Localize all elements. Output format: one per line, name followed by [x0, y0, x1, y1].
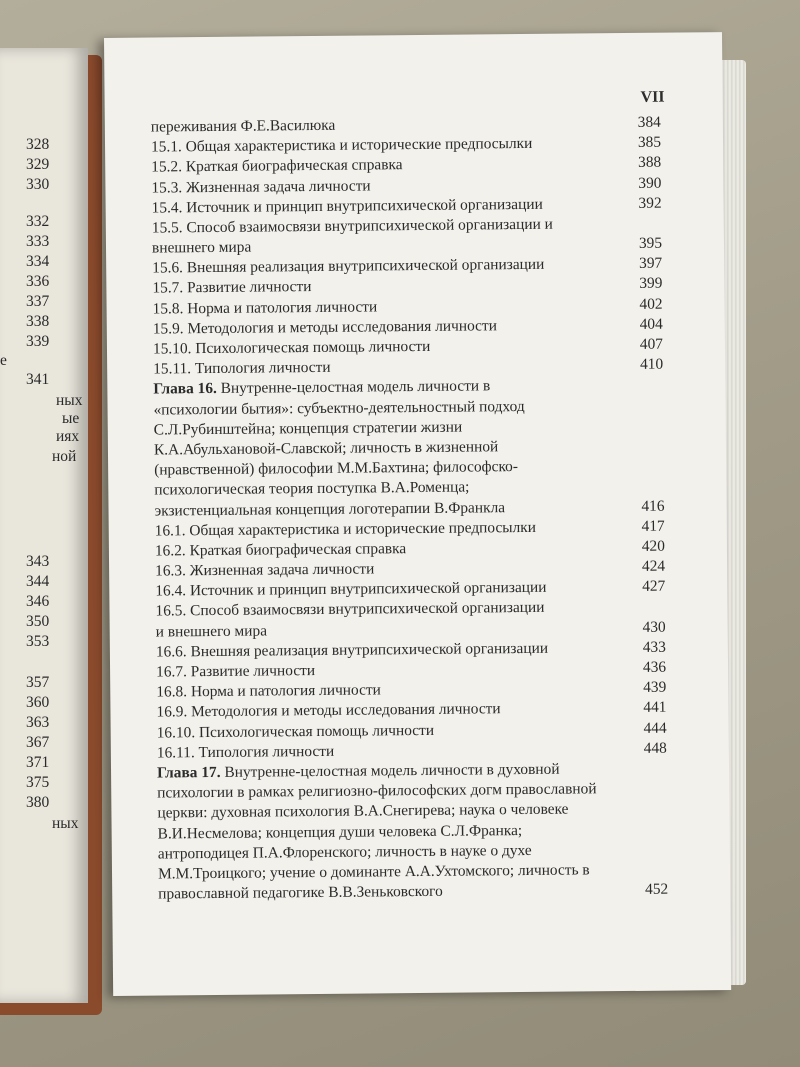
chapter-title-text: «психологии бытия»: субъектно-деятельностный подход [153, 397, 525, 419]
toc-entry-title: внешнего мира [151, 238, 252, 257]
left-page-number: 367 [26, 734, 50, 751]
toc-page-number: 448 [643, 739, 667, 757]
chapter-title-text: церкви: духовная психология В.А.Снегирева; наука о человеке [157, 800, 569, 822]
left-page-text-fragment: ые [62, 410, 80, 427]
toc-page-number: 420 [641, 537, 665, 555]
left-page-number: 329 [26, 156, 50, 173]
chapter-label: Глава 16. [153, 380, 217, 398]
chapter-title-text: психологии в рамках религиозно-философских догм православной [157, 780, 597, 802]
chapter-heading-line [158, 880, 668, 905]
toc-page-number: 430 [642, 618, 666, 636]
chapter-title-text: В.И.Несмелова; концепция души человека С.Л.Франка; [157, 821, 523, 843]
left-page-number: 380 [26, 794, 50, 811]
left-page-number: 371 [26, 754, 50, 771]
table-of-contents [151, 113, 669, 905]
toc-page-number: 417 [641, 517, 665, 535]
page-folio: VII [640, 88, 665, 106]
left-page-text-fragment: е [0, 352, 7, 369]
toc-entry-title: 16.9. Методология и методы исследования личности [156, 700, 501, 721]
left-page-number: 350 [26, 613, 50, 630]
toc-entry-title: 15.4. Источник и принцип внутрипсихической организации [151, 195, 543, 217]
toc-page-number: 404 [639, 315, 663, 333]
toc-entry-title: 15.7. Развитие личности [152, 278, 312, 298]
left-page-number: 337 [26, 293, 50, 310]
toc-entry-title: 15.3. Жизненная задача личности [151, 176, 371, 197]
toc-page-number: 388 [638, 154, 662, 172]
chapter-title-text: православной педагогике В.В.Зеньковского [158, 882, 443, 903]
toc-page-number: 416 [641, 497, 665, 515]
toc-entry-title: 16.5. Способ взаимосвязи внутрипсихической организации [155, 599, 545, 621]
chapter-label: Глава 17. [156, 763, 221, 782]
left-page-number: 363 [26, 714, 50, 731]
left-page-number: 344 [26, 573, 50, 590]
left-page-number: 332 [26, 213, 50, 230]
left-page-number: 328 [26, 136, 50, 153]
toc-page-number: 439 [643, 678, 667, 697]
toc-page-number: 384 [637, 113, 661, 131]
left-page-text-fragment: ных [56, 392, 83, 409]
chapter-title-text: Внутренне-целостная модель личности в [220, 377, 491, 398]
toc-page-number: 424 [641, 557, 666, 575]
chapter-title-text: антроподицея П.А.Флоренского; личность в науке о духе [157, 841, 532, 863]
left-page-number: 346 [26, 593, 50, 610]
toc-entry-title: и внешнего мира [155, 622, 268, 641]
toc-page-number: 433 [642, 638, 666, 656]
left-page-number: 330 [26, 176, 50, 193]
toc-entry-title: 15.9. Методология и методы исследования личности [152, 317, 498, 338]
toc-entry-title: 15.11. Типология личности [153, 359, 331, 378]
toc-entry-title: 16.7. Развитие личности [156, 662, 316, 681]
left-page-number: 338 [26, 313, 50, 330]
toc-page-number: 441 [643, 699, 667, 717]
toc-page-number: 427 [642, 577, 666, 596]
left-page-number: 334 [26, 253, 50, 270]
toc-page-number: 407 [639, 335, 664, 353]
toc-entry-title: 16.4. Источник и принцип внутрипсихической организации [155, 579, 547, 600]
left-page-number: 336 [26, 273, 50, 290]
chapter-title-text: экзистенциальная концепция логотерапии В.Франкла [154, 498, 506, 520]
toc-page-number: 385 [637, 133, 662, 152]
toc-page-number: 444 [643, 719, 667, 737]
left-page-number: 333 [26, 233, 50, 250]
toc-page-number: 395 [638, 234, 663, 252]
toc-entry-title: 16.6. Внешняя реализация внутрипсихической организации [155, 639, 549, 661]
left-page-text-fragment: ной [52, 448, 77, 465]
toc-page-number: 392 [638, 194, 662, 212]
chapter-title-text: Внутренне-целостная модель личности в духовной [224, 760, 560, 781]
toc-entry-title: 15.2. Краткая биографическая справка [151, 156, 403, 176]
chapter-title-text: психологическая теория поступка В.А.Роменца; [154, 478, 470, 499]
left-page-number: 343 [26, 553, 50, 570]
chapter-title-text: (нравственной) философии М.М.Бахтина; философско- [154, 458, 519, 479]
toc-page-number: 399 [639, 275, 663, 293]
toc-page-number: 436 [642, 658, 667, 676]
toc-entry-title: 15.1. Общая характеристика и исторические предпосылки [150, 135, 533, 156]
toc-entry-title: переживания Ф.Е.Василюка [150, 116, 336, 136]
toc-page-number: 390 [638, 174, 662, 192]
chapter-title-text: М.М.Троицкого; учение о доминанте А.А.Ухтомского; личность в [157, 861, 590, 883]
toc-entry-title: 16.8. Норма и патология личности [156, 681, 381, 701]
left-page-number: 341 [26, 371, 50, 388]
left-page-number: 339 [26, 333, 50, 350]
toc-page-number: 402 [639, 295, 663, 313]
chapter-title-text: С.Л.Рубинштейна; концепция стратегии жизни [153, 418, 463, 439]
left-page-number: 375 [26, 774, 50, 791]
left-page-number: 360 [26, 694, 50, 711]
toc-entry-title: 15.8. Норма и патология личности [152, 298, 378, 318]
toc-entry-title: 15.6. Внешняя реализация внутрипсихической организации [152, 256, 545, 277]
toc-entry-title: 16.11. Типология личности [156, 742, 335, 762]
toc-entry-title: 16.2. Краткая биографическая справка [154, 540, 407, 560]
left-page-number: 353 [26, 633, 50, 650]
left-page-text-fragment: иях [56, 428, 80, 445]
toc-entry-title: 15.5. Способ взаимосвязи внутрипсихической организации и [151, 215, 553, 237]
left-page-number: 357 [26, 674, 50, 691]
toc-page-number: 397 [639, 254, 663, 273]
toc-entry-title: 16.1. Общая характеристика и исторические предпосылки [154, 518, 537, 540]
left-page-text-fragment: ных [52, 815, 79, 832]
toc-entry-title: 15.10. Психологическая помощь личности [152, 337, 431, 358]
toc-page-number: 410 [639, 355, 664, 374]
toc-page-number: 452 [645, 880, 669, 898]
toc-entry-title: 16.3. Жизненная задача личности [155, 560, 375, 580]
chapter-title-text: К.А.Абульхановой-Славской; личность в жизненной [153, 438, 499, 459]
toc-entry-title: 16.10. Психологическая помощь личности [156, 721, 435, 742]
left-page [0, 48, 88, 1003]
right-page [104, 32, 731, 996]
